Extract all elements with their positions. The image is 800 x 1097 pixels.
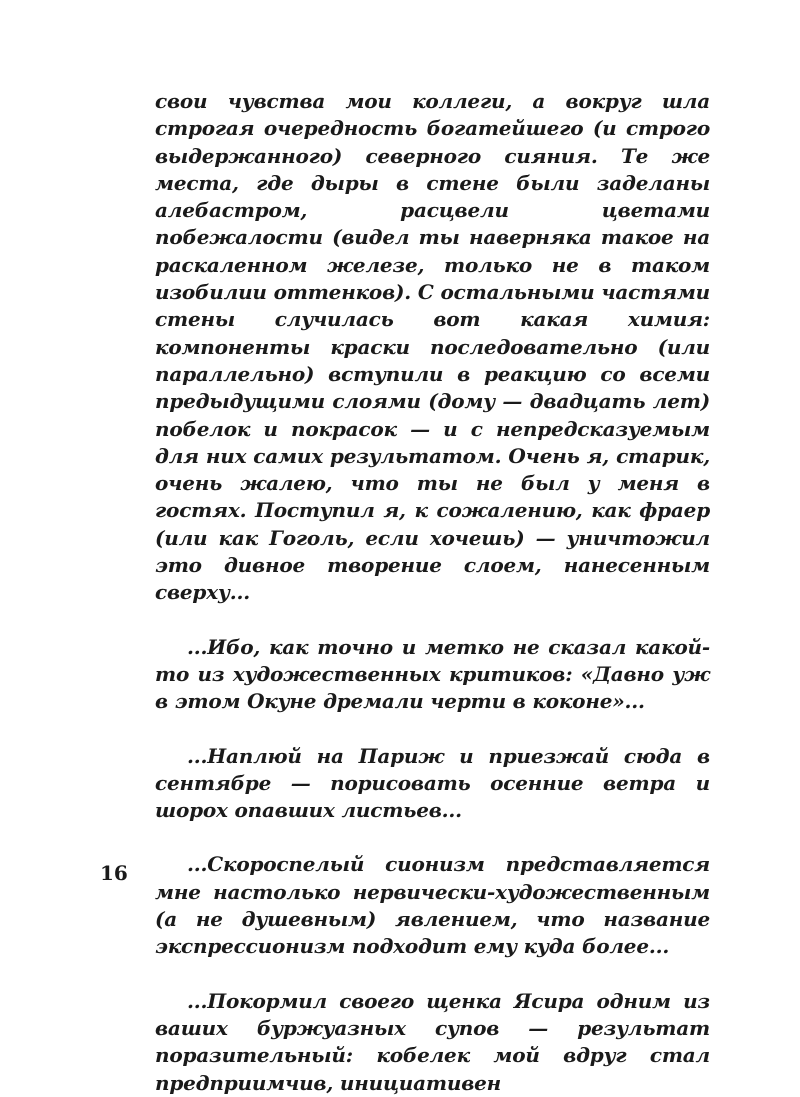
page-text-column	[155, 88, 710, 1097]
page-number: 16	[100, 861, 128, 885]
paragraph-3: ...Наплюй на Париж и приезжай сюда в сентябре — порисовать осенние ветра и шорох опавших листьев...	[155, 743, 710, 823]
paragraph-1: свои чувства мои коллеги, а вокруг шла строгая очередность богатейшего (и строго выдержанного) северного сияния. Те же места, где дыры в стене были заделаны алебастром, расцвели цветами побежалости (видел ты наверняка такое на раскаленном железе, только не в таком изобилии оттенков). С остальными частями стены случилась вот какая химия: компоненты краски последовательно (или параллельно) вступили в реакцию со всеми предыдущими слоями (дому — двадцать лет) побелок и покрасок — и с непредсказуемым для них самих результатом. Очень я, старик, очень жалею, что ты не был у меня в гостях. Поступил я, к сожалению, как фраер (или как Гоголь, если хочешь) — уничтожил это дивное творение слоем, нанесенным сверху...	[155, 89, 710, 605]
paragraph-2: ...Ибо, как точно и метко не сказал какой-то из художественных критиков: «Давно уж в этом Окуне дремали черти в коконе»...	[155, 634, 710, 714]
paragraph-4: ...Скороспелый сионизм представляется мне настолько нервически-художественным (а не душевным) явлением, что название экспрессионизм подходит ему куда более...	[155, 852, 710, 959]
paragraph-5: ...Покормил своего щенка Ясира одним из ваших буржуазных супов — результат поразительный: кобелек мой вдруг стал предприимчив, инициативен	[155, 988, 710, 1095]
